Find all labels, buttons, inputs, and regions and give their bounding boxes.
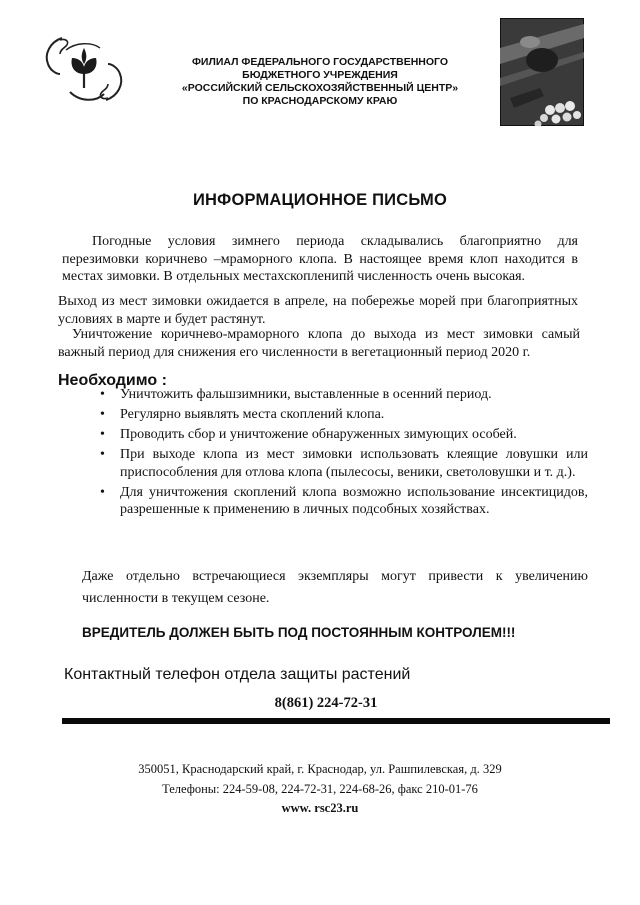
list-item [100,446,588,481]
list-item [100,484,588,519]
header-photo [500,18,584,126]
footer [0,760,640,819]
org-line: ФИЛИАЛ ФЕДЕРАЛЬНОГО ГОСУДАРСТВЕННОГО [191,56,449,68]
paragraph-exit: Выход из мест зимовки ожидается в апреле, на побережье морей при благоприятных условиях в марте и будет растянут. [58,294,578,327]
bullet-icon: • [100,407,105,422]
list-item-text: Проводить сбор и уничтожение обнаруженных зимующих особей. [120,427,517,442]
bullet-icon: • [100,484,105,500]
divider [62,718,610,724]
list-item-text: Регулярно выявлять места скоплений клопа. [120,407,385,422]
list-item-text: При выходе клопа из мест зимовки использовать клеящие ловушки или приспособления для отлова клопа (пылесосы, веники, светоловушки и т. д.). [120,447,588,480]
org-line: ПО КРАСНОДАРСКОМУ КРАЮ [242,95,398,107]
list-item [100,426,588,444]
bullet-icon: • [100,427,105,442]
list-item [100,406,588,424]
bullet-icon: • [100,387,105,402]
list-item [100,386,588,404]
paragraph-note: Даже отдельно встречающиеся экземпляры могут привести к увеличению численности в текущем сезоне. [82,569,588,606]
contact-label: Контактный телефон отдела защиты растений [64,666,411,683]
list-item-text: Уничтожить фальшзимники, выставленные в осенний период. [120,387,492,402]
list-item-text: Для уничтожения скоплений клопа возможно использование инсектицидов, разрешенные к применению в личных подсобных хозяйствах. [120,484,588,517]
warning-text: ВРЕДИТЕЛЬ ДОЛЖЕН БЫТЬ ПОД ПОСТОЯННЫМ КОНТРОЛЕМ!!! [82,625,516,640]
footer-phones: Телефоны: 224-59-08, 224-72-31, 224-68-26, факс 210-01-76 [162,781,478,796]
bullet-icon: • [100,447,105,462]
footer-website: www. rsc23.ru [281,801,359,815]
contact-phone: 8(861) 224-72-31 [274,695,378,711]
logo-icon [40,30,128,108]
org-line: БЮДЖЕТНОГО УЧРЕЖДЕНИЯ [242,69,398,81]
organization-name [140,56,500,108]
paragraph-destruction: Уничтожение коричнево-мраморного клопа до выхода из мест зимовки самый важный период для снижения его численности в вегетационный период 2020 г. [58,327,580,360]
footer-address: 350051, Краснодарский край, г. Краснодар, ул. Рашпилевская, д. 329 [138,762,502,776]
document-title: ИНФОРМАЦИОННОЕ ПИСЬМО [192,191,447,209]
needed-heading: Необходимо : [58,372,167,389]
org-line: «РОССИЙСКИЙ СЕЛЬСКОХОЗЯЙСТВЕННЫЙ ЦЕНТР» [181,82,459,94]
paragraph-weather: Погодные условия зимнего периода складывались благоприятно для перезимовки коричнево –мраморного клопа. В настоящее время клоп находится в местах зимовки. В отдельных местахскопленипй численность очень высокая. [62,234,578,284]
needed-list [100,386,588,521]
